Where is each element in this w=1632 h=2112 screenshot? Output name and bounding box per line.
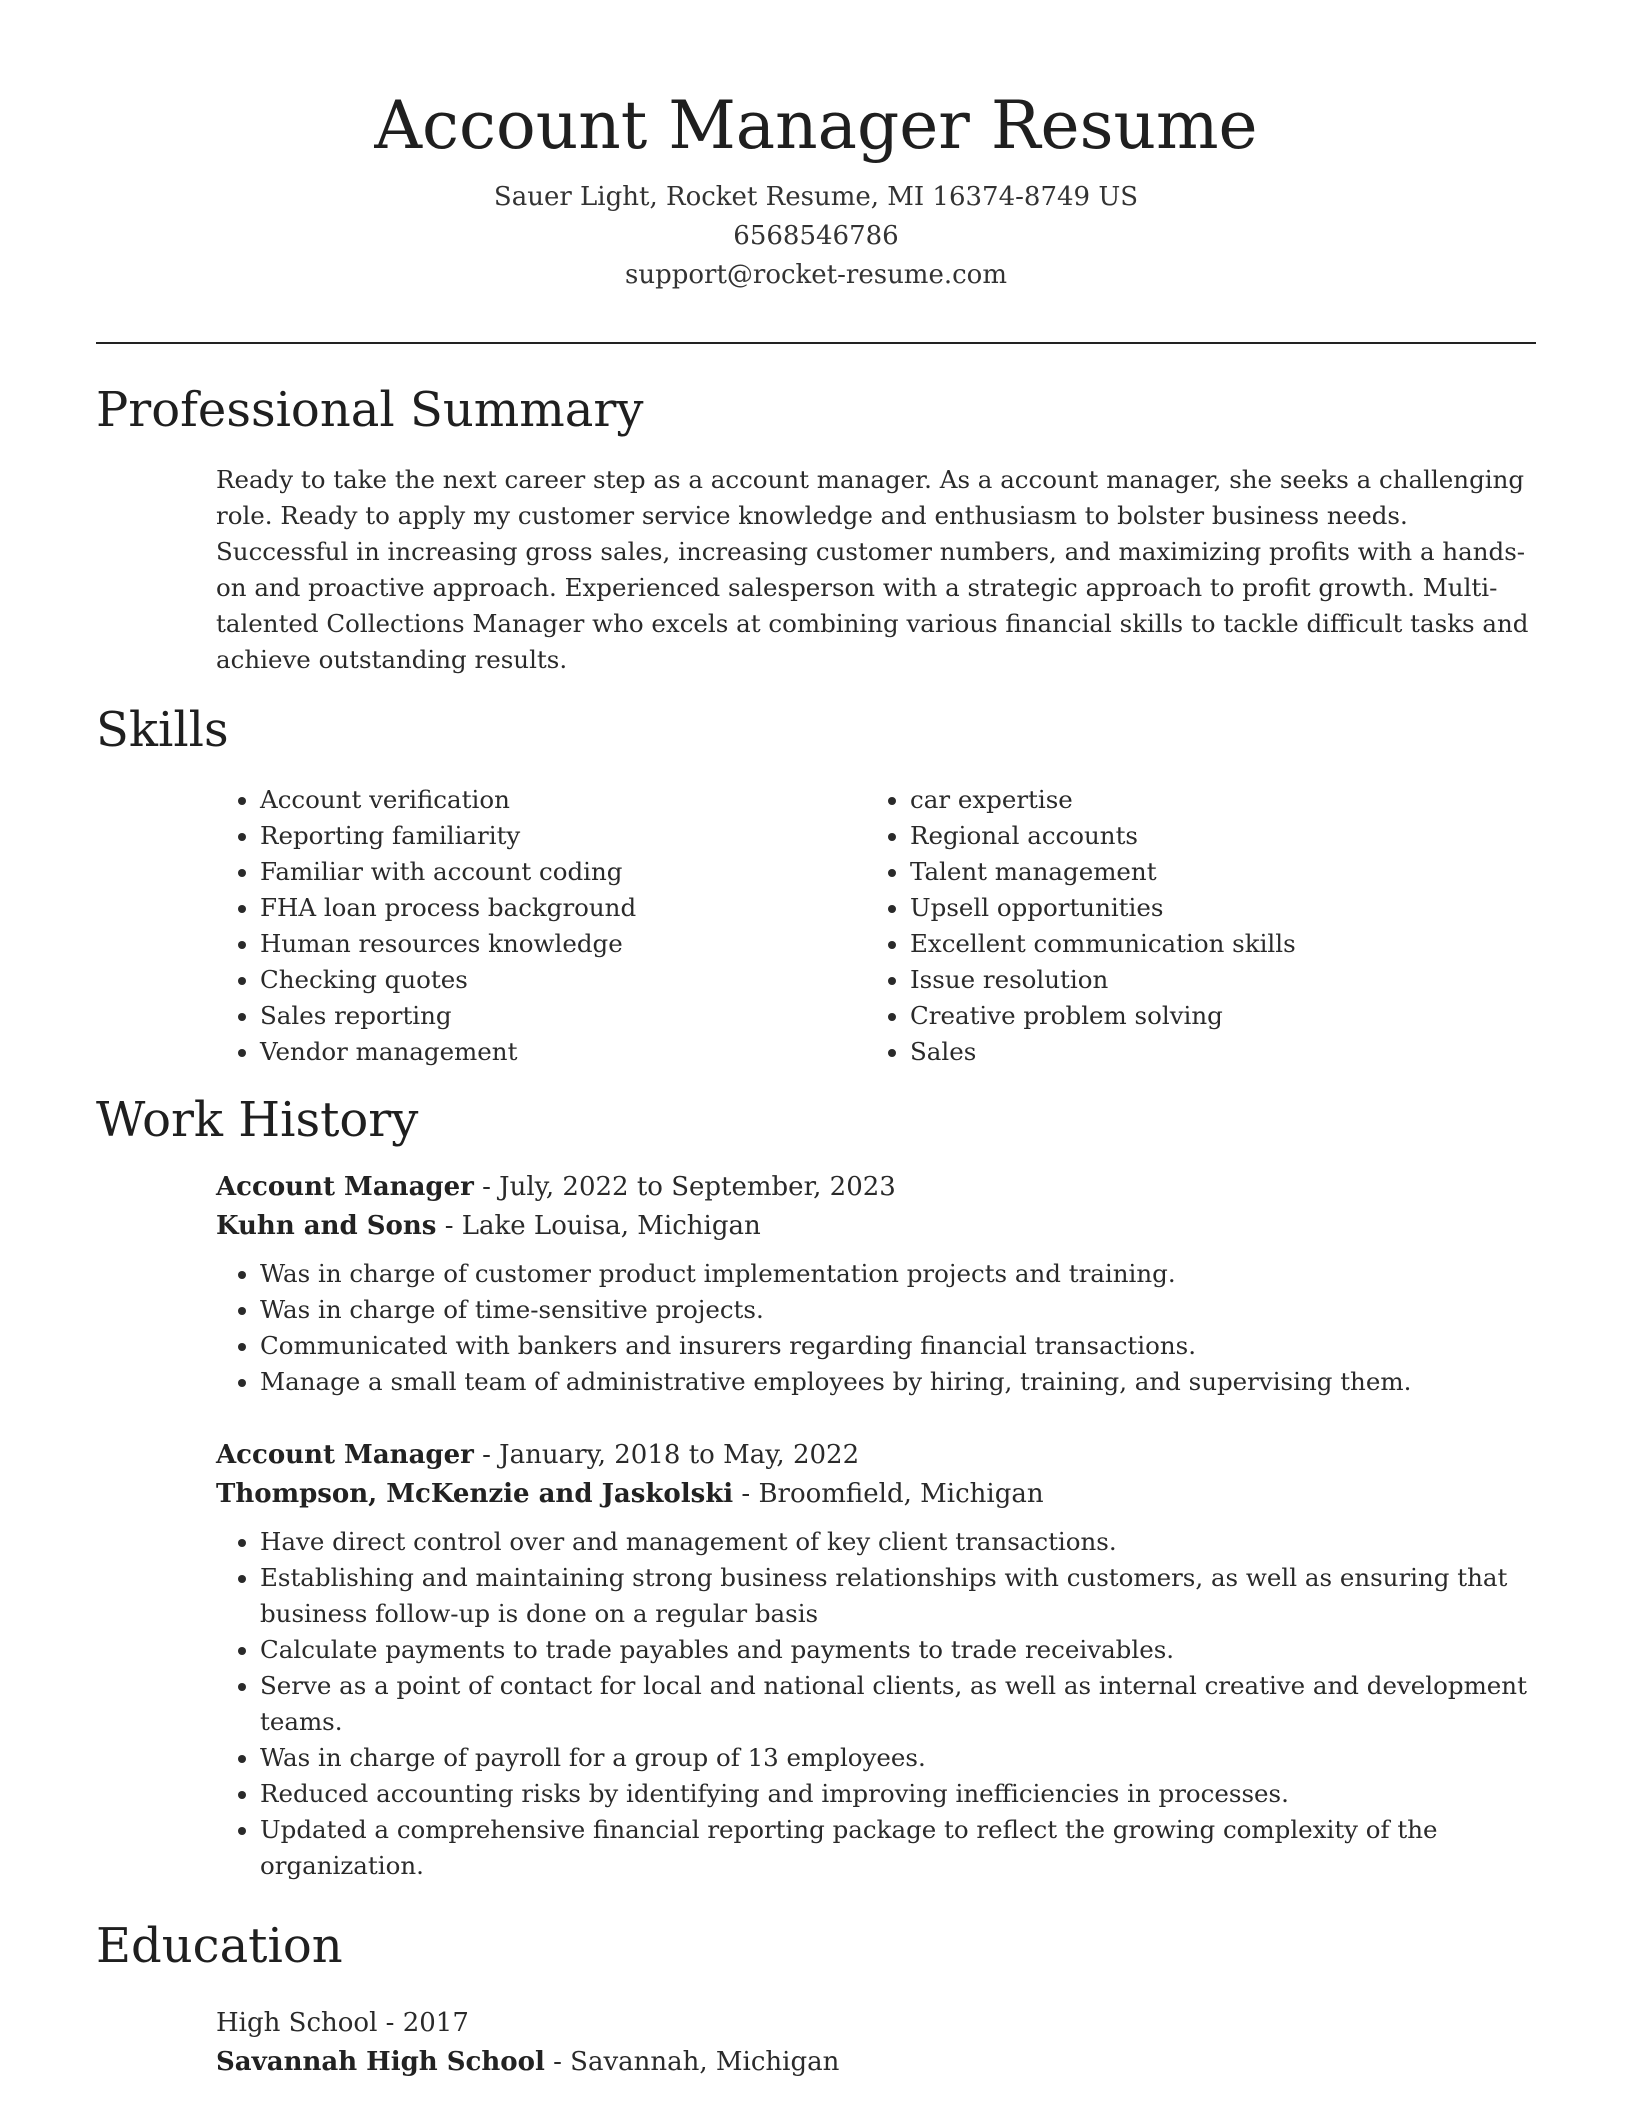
- email-address: support@rocket-resume.com: [624, 260, 1007, 290]
- education-year: - 2017: [377, 2008, 469, 2038]
- education-school-line: [216, 2043, 1546, 2082]
- job-company: Thompson, McKenzie and Jaskolski: [216, 1479, 734, 1509]
- skills-column-right: [866, 782, 1516, 1070]
- education-heading: Education: [96, 1918, 343, 1974]
- education-entry: [216, 2004, 1546, 2082]
- job-title: Account Manager: [216, 1172, 474, 1202]
- job-duty: • Was in charge of time-sensitive projects.: [260, 1292, 1546, 1328]
- skill-item: • Excellent communication skills: [910, 926, 1516, 962]
- job-dates: - January, 2018 to May, 2022: [473, 1440, 860, 1470]
- skill-item: • Reporting familiarity: [260, 818, 866, 854]
- job-duty: • Updated a comprehensive financial reporting package to reflect the growing complexity of the organization.: [260, 1812, 1546, 1884]
- skill-item: • car expertise: [910, 782, 1516, 818]
- job-title: Account Manager: [216, 1440, 474, 1470]
- skill-item: • Vendor management: [260, 1034, 866, 1070]
- job-duty: • Manage a small team of administrative employees by hiring, training, and supervising them.: [260, 1364, 1546, 1400]
- job-dates: - July, 2022 to September, 2023: [473, 1172, 896, 1202]
- skill-item: • Checking quotes: [260, 962, 866, 998]
- education-degree-line: [216, 2004, 1546, 2043]
- job-duty: • Was in charge of customer product implementation projects and training.: [260, 1256, 1546, 1292]
- skill-item: • Human resources knowledge: [260, 926, 866, 962]
- job-duty: • Establishing and maintaining strong business relationships with customers, as well as ensuring that business follow-up is done on a regular basis: [260, 1560, 1546, 1632]
- phone-number: 6568546786: [733, 221, 899, 251]
- skill-item: • Sales: [910, 1034, 1516, 1070]
- education-location: - Savannah, Michigan: [544, 2047, 840, 2077]
- skills-column-left: [216, 782, 866, 1070]
- job-duty: • Calculate payments to trade payables and payments to trade receivables.: [260, 1632, 1546, 1668]
- skill-item: • Regional accounts: [910, 818, 1516, 854]
- resume-header: [96, 82, 1536, 295]
- job-duty: • Have direct control over and management of key client transactions.: [260, 1524, 1546, 1560]
- summary-text: Ready to take the next career step as a account manager. As a account manager, she seeks a challenging role. Ready to apply my customer service knowledge and enthusiasm to bolster business needs. Successful in increasing gross sales, increasing customer numbers, and maximizing profits with a hands-on and proactive approach. Experienced salesperson with a strategic approach to profit growth. Multi-talented Collections Manager who excels at combining various financial skills to tackle difficult tasks and achieve outstanding results.: [216, 465, 1529, 674]
- job-company-line: [216, 1475, 1546, 1514]
- job-duties: [216, 1256, 1546, 1400]
- skill-item: • Sales reporting: [260, 998, 866, 1034]
- address: Sauer Light, Rocket Resume, MI 16374-8749 US: [493, 182, 1139, 212]
- skill-item: • Talent management: [910, 854, 1516, 890]
- education-school: Savannah High School: [216, 2047, 545, 2077]
- skills-list: [216, 782, 1536, 1070]
- job-duty: • Serve as a point of contact for local and national clients, as well as internal creative and development teams.: [260, 1668, 1546, 1740]
- education-degree: High School: [216, 2008, 378, 2038]
- job-duty: • Communicated with bankers and insurers regarding financial transactions.: [260, 1328, 1546, 1364]
- job-entry: [216, 1168, 1546, 1400]
- job-company: Kuhn and Sons: [216, 1211, 437, 1241]
- job-duty: • Reduced accounting risks by identifying and improving inefficiencies in processes.: [260, 1776, 1546, 1812]
- job-duties: [216, 1524, 1546, 1884]
- resume-title: Account Manager Resume: [374, 87, 1258, 164]
- job-company-line: [216, 1207, 1546, 1246]
- skill-item: • FHA loan process background: [260, 890, 866, 926]
- contact-info: [96, 178, 1536, 295]
- skill-item: • Issue resolution: [910, 962, 1516, 998]
- skills-heading: Skills: [96, 702, 229, 758]
- job-entry: [216, 1436, 1546, 1884]
- job-location: - Broomfield, Michigan: [733, 1479, 1044, 1509]
- header-divider: [96, 342, 1536, 344]
- summary-heading: Professional Summary: [96, 382, 644, 438]
- job-duty: • Was in charge of payroll for a group of 13 employees.: [260, 1740, 1546, 1776]
- job-title-line: [216, 1436, 1546, 1475]
- skill-item: • Familiar with account coding: [260, 854, 866, 890]
- skill-item: • Upsell opportunities: [910, 890, 1516, 926]
- work-history-heading: Work History: [96, 1092, 419, 1148]
- skill-item: • Creative problem solving: [910, 998, 1516, 1034]
- job-title-line: [216, 1168, 1546, 1207]
- job-location: - Lake Louisa, Michigan: [436, 1211, 761, 1241]
- skill-item: • Account verification: [260, 782, 866, 818]
